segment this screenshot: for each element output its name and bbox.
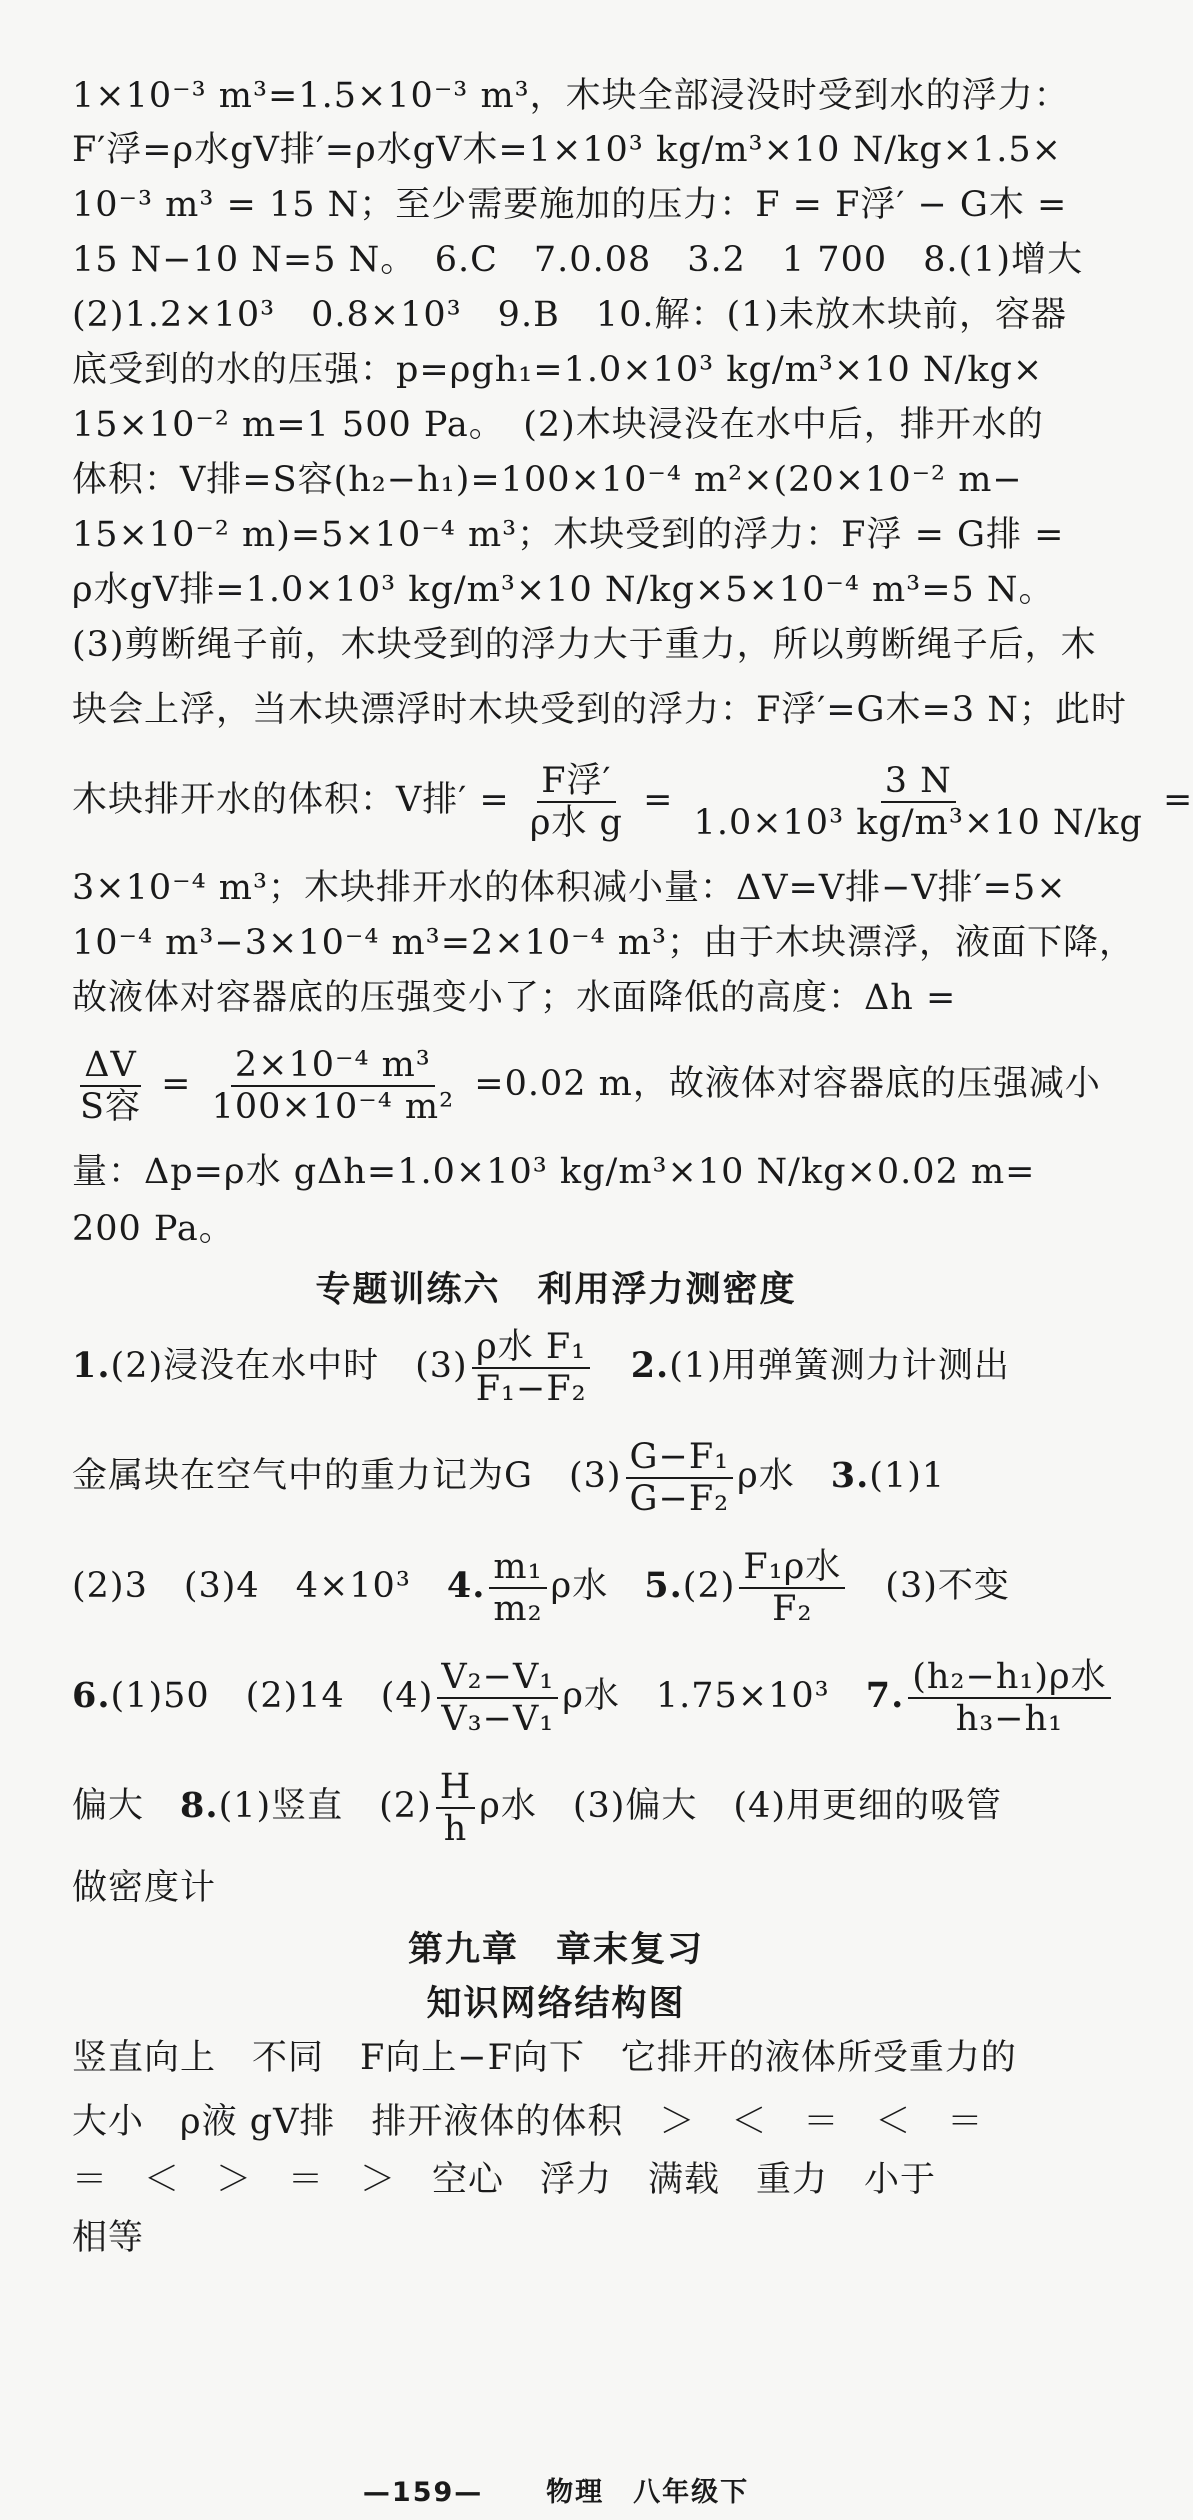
text-line: (2)1.2×10³ 0.8×10³ 9.B 10.解：(1)未放木块前，容器 (72, 295, 1068, 335)
equation-line (72, 756, 1193, 844)
fraction-denominator: m₂ (493, 1588, 543, 1629)
fraction-denominator: S容 (80, 1086, 141, 1127)
text-span: (2) (682, 1566, 736, 1606)
equals-sign: = (161, 1064, 192, 1104)
text-line: ρ水gV排=1.0×10³ kg/m³×10 N/kg×5×10⁻⁴ m³=5 N。 (72, 570, 1055, 610)
question-number: 6. (72, 1675, 111, 1716)
fraction-numerator: ΔV (80, 1045, 141, 1087)
equation-line (72, 1040, 1101, 1128)
text-span: =0.02 m，故液体对容器底的压强减小 (474, 1064, 1101, 1104)
text-line: 200 Pa。 (72, 1209, 235, 1249)
text-line: 块会上浮，当木块漂浮时木块受到的浮力：F浮′=G木=3 N；此时 (72, 690, 1127, 730)
question-number: 4. (446, 1565, 486, 1606)
fraction (76, 1045, 145, 1127)
fraction-numerator: (h₂−h₁)ρ水 (908, 1657, 1110, 1699)
text-line: 3×10⁻⁴ m³；木块排开水的体积减小量：ΔV=V排−V排′=5× (72, 868, 1067, 908)
text-line: 底受到的水的压强：p=ρgh₁=1.0×10³ kg/m³×10 N/kg× (72, 350, 1044, 390)
text-span: (1)50 (2)14 (4) (110, 1676, 434, 1716)
question-number: 1. (72, 1345, 111, 1386)
text-line: 大小 ρ液 gV排 排开液体的体积 ＞ ＜ ＝ ＜ ＝ (72, 2102, 984, 2142)
text-line: 15×10⁻² m=1 500 Pa。 (2)木块浸没在水中后，排开水的 (72, 405, 1044, 445)
fraction-numerator: 2×10⁻⁴ m³ (231, 1045, 435, 1087)
text-span: ρ水 (737, 1456, 795, 1496)
text-span: ρ水 (550, 1566, 609, 1606)
fraction (208, 1045, 459, 1127)
fraction (690, 761, 1147, 843)
section-title: 专题训练六 利用浮力测密度 (315, 1270, 797, 1310)
fraction-denominator: V₃−V₁ (441, 1698, 555, 1739)
text-span: 偏大 (72, 1786, 145, 1826)
fraction-numerator: ρ水 F₁ (472, 1327, 590, 1369)
fraction (472, 1327, 591, 1409)
answer-line (72, 1542, 1062, 1630)
text-line: 故液体对容器底的压强变小了；水面降低的高度：Δh = (72, 978, 957, 1018)
question-number: 5. (644, 1565, 683, 1606)
fraction (489, 1547, 546, 1629)
fraction-numerator: F₁ρ水 (739, 1547, 845, 1589)
subject-label: 物理 八年级下 (546, 2477, 750, 2508)
text-line: 做密度计 (72, 1868, 217, 1908)
fraction-numerator: F浮′ (537, 761, 615, 803)
fraction (436, 1767, 476, 1849)
text-span: ρ水 (3)偏大 (4)用更细的吸管 (479, 1786, 1002, 1826)
text-span: (2)浸没在水中时 (3) (110, 1346, 468, 1386)
answer-line (72, 1652, 1107, 1740)
fraction (739, 1547, 845, 1629)
fraction (437, 1657, 558, 1739)
text-line: 10⁻³ m³ = 15 N；至少需要施加的压力：F = F浮′ − G木 = (72, 185, 1068, 225)
fraction-denominator: h (443, 1808, 468, 1849)
answer-line (72, 1322, 1062, 1410)
text-line: 15×10⁻² m)=5×10⁻⁴ m³；木块受到的浮力：F浮 = G排 = (72, 515, 1065, 555)
text-span: (2)3 (3)4 4×10³ (72, 1566, 411, 1606)
question-number: 8. (180, 1785, 219, 1826)
text-span: (1)1 (869, 1456, 946, 1496)
text-line: 15 N−10 N=5 N。 6.C 7.0.08 3.2 1 700 8.(1)增大 (72, 240, 1084, 280)
question-number: 7. (865, 1675, 905, 1716)
text-line: 体积：V排=S容(h₂−h₁)=100×10⁻⁴ m²×(20×10⁻² m− (72, 460, 1023, 500)
question-number: 3. (830, 1455, 870, 1496)
text-span: ρ水 1.75×10³ (562, 1676, 830, 1716)
text-span: (3)不变 (885, 1566, 1010, 1606)
fraction-denominator: h₃−h₁ (955, 1698, 1064, 1739)
fraction-denominator: 1.0×10³ kg/m³×10 N/kg (693, 802, 1143, 843)
text-line: 10⁻⁴ m³−3×10⁻⁴ m³=2×10⁻⁴ m³；由于木块漂浮，液面下降， (72, 923, 1135, 963)
text-span: (1)竖直 (2) (218, 1786, 432, 1826)
text-span: 木块排开水的体积：V排′ = (72, 780, 510, 820)
fraction-denominator: ρ水 g (529, 802, 623, 843)
text-line: 竖直向上 不同 F向上−F向下 它排开的液体所受重力的 (72, 2038, 1017, 2078)
text-span: (1)用弹簧测力计测出 (669, 1346, 1010, 1386)
subsection-title: 知识网络结构图 (426, 1984, 686, 2024)
text-span: 金属块在空气中的重力记为G (3) (72, 1456, 622, 1496)
answer-line (72, 1762, 1062, 1850)
fraction-denominator: 100×10⁻⁴ m² (211, 1086, 455, 1127)
chapter-title: 第九章 章末复习 (407, 1930, 704, 1970)
fraction-denominator: F₂ (772, 1588, 813, 1629)
text-line: F′浮=ρ水gV排′=ρ水gV木=1×10³ kg/m³×10 N/kg×1.5× (72, 130, 1062, 170)
text-line: ＝ ＜ ＞ ＝ ＞ 空心 浮力 满载 重力 小于 (72, 2160, 937, 2200)
text-line: 量：Δp=ρ水 gΔh=1.0×10³ kg/m³×10 N/kg×0.02 m= (72, 1152, 1036, 1192)
fraction-numerator: V₂−V₁ (437, 1657, 558, 1699)
text-line: 相等 (72, 2218, 145, 2258)
equals-sign: = (643, 780, 674, 820)
text-line: 1×10⁻³ m³=1.5×10⁻³ m³，木块全部浸没时受到水的浮力： (72, 76, 1070, 116)
equals-sign: = (1163, 780, 1193, 820)
page-footer (0, 2470, 1112, 2509)
fraction-numerator: m₁ (489, 1547, 546, 1589)
fraction (626, 1437, 734, 1519)
fraction (526, 761, 627, 843)
fraction-numerator: H (436, 1767, 476, 1809)
fraction-numerator: 3 N (881, 761, 956, 803)
fraction (908, 1657, 1110, 1739)
fraction-denominator: G−F₂ (629, 1478, 730, 1519)
page-number: —159— (362, 2477, 484, 2508)
text-line: (3)剪断绳子前，木块受到的浮力大于重力，所以剪断绳子后，木 (72, 625, 1097, 665)
question-number: 2. (630, 1345, 670, 1386)
answer-line (72, 1432, 1062, 1520)
fraction-numerator: G−F₁ (626, 1437, 734, 1479)
fraction-denominator: F₁−F₂ (475, 1368, 587, 1409)
